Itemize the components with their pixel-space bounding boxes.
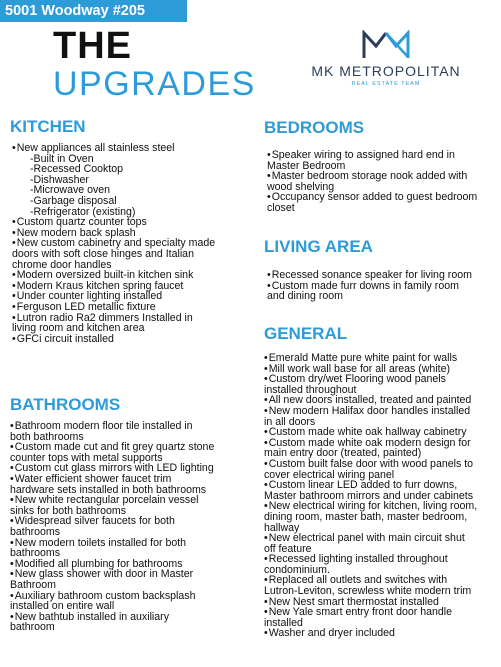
list-item: counter tops with metal supports (10, 451, 163, 464)
list-item: both bathrooms (10, 430, 84, 443)
general-list (264, 353, 501, 639)
bedrooms-heading: BEDROOMS (264, 118, 365, 137)
list-item: installed on entire wall (10, 600, 115, 613)
list-item: • New appliances all stainless steel (12, 143, 257, 154)
list-item: • Custom cut glass mirrors with LED lighting (10, 463, 255, 474)
list-item: • New white rectangular porcelain vessel (10, 495, 255, 506)
list-item: Master bathroom mirrors and under cabinets (264, 489, 474, 502)
page-title-the: THE (53, 25, 132, 67)
list-item: • New modern toilets installed for both (10, 538, 255, 549)
list-item: bathrooms (10, 547, 61, 560)
list-item: • New glass shower with door in Master (10, 569, 255, 580)
list-item: - Dishwasher (12, 175, 257, 186)
list-item: - Refrigerator (existing) (12, 207, 257, 218)
list-item: condominium. (264, 563, 330, 576)
list-item: cover electrical wiring panel (264, 468, 395, 481)
list-item: • GFCi circuit installed (12, 334, 257, 345)
list-item: • All new doors installed, treated and painted (264, 395, 501, 406)
list-item: • Modified all plumbing for bathrooms (10, 559, 255, 570)
list-item: hallway (264, 521, 300, 534)
living-area-heading: LIVING AREA (264, 237, 373, 256)
living-area-list (267, 270, 501, 302)
list-item: Lutron-Leviton, screwless white modern trim (264, 585, 472, 598)
list-item: installed throughout (264, 383, 357, 396)
mk-monogram-icon (362, 30, 410, 60)
bathrooms-list (10, 421, 255, 633)
list-item: • Recessed sonance speaker for living room (267, 270, 501, 281)
list-item: installed (264, 616, 303, 629)
bathrooms-heading: BATHROOMS (10, 395, 121, 414)
list-item: • Lutron radio Ra2 dimmers Installed in (12, 313, 257, 324)
brand-name: MK METROPOLITAN (311, 63, 461, 79)
list-item: and dining room (267, 290, 343, 303)
list-item: • Washer and dryer included (264, 628, 501, 639)
list-item: • Custom quartz counter tops (12, 217, 257, 228)
address-badge: 5001 Woodway #205 (0, 0, 187, 22)
list-item: • Master bedroom storage nook added with (267, 171, 501, 182)
list-item: • Custom made white oak hallway cabinetry (264, 427, 501, 438)
list-item: hardware sets installed in both bathrooms (10, 483, 207, 496)
list-item: bathroom (10, 621, 55, 634)
list-item: living room and kitchen area (12, 322, 145, 335)
list-item: • Modern oversized built-in kitchen sink (12, 270, 257, 281)
list-item: • Custom made furr downs in family room (267, 281, 501, 292)
list-item: • Ferguson LED metallic fixture (12, 302, 257, 313)
list-item: • Occupancy sensor added to guest bedroom (267, 192, 501, 203)
list-item: chrome door handles (12, 258, 112, 271)
list-item: • Emerald Matte pure white paint for walls (264, 353, 501, 364)
list-item: wood shelving (267, 180, 335, 193)
bedrooms-list (267, 150, 501, 214)
list-item: doors with soft close hinges and Italian (12, 247, 194, 260)
list-item: • Modern Kraus kitchen spring faucet (12, 281, 257, 292)
list-item: Master Bedroom (267, 159, 346, 172)
list-item: • Replaced all outlets and switches with (264, 575, 501, 586)
general-heading: GENERAL (264, 324, 348, 343)
list-item: - Recessed Cooktop (12, 164, 257, 175)
list-item: • New Nest smart thermostat installed (264, 597, 501, 608)
list-item: • Bathroom modern floor tile installed in (10, 421, 255, 432)
list-item: dining room, master bath, master bedroom, (264, 510, 468, 523)
page-title-upgrades: UPGRADES (53, 65, 256, 103)
list-item: • New bathtub installed in auxiliary (10, 612, 255, 623)
list-item: • Custom made cut and fit grey quartz stone (10, 442, 255, 453)
list-item: • Auxiliary bathroom custom backsplash (10, 591, 255, 602)
list-item: • Custom made white oak modern design for (264, 438, 501, 449)
list-item: sinks for both bathrooms (10, 504, 126, 517)
list-item: • New custom cabinetry and specialty made (12, 238, 257, 249)
kitchen-list (12, 143, 257, 344)
list-item: - Microwave oven (12, 185, 257, 196)
list-item: • Under counter lighting installed (12, 291, 257, 302)
list-item: • Widespread silver faucets for both (10, 516, 255, 527)
list-item: • New modern Halifax door handles installed (264, 406, 501, 417)
list-item: in all doors (264, 415, 316, 428)
list-item: • Speaker wiring to assigned hard end in (267, 150, 501, 161)
list-item: off feature (264, 542, 312, 555)
list-item: • Custom built false door with wood panels to (264, 459, 501, 470)
list-item: main entry door (treated, painted) (264, 447, 422, 460)
brand-tagline: REAL ESTATE TEAM (351, 81, 421, 87)
list-item: • New electrical wiring for kitchen, living room, (264, 501, 501, 512)
list-item: • Custom dry/wet Flooring wood panels (264, 374, 501, 385)
list-item: - Garbage disposal (12, 196, 257, 207)
list-item: closet (267, 201, 295, 214)
list-item: • New Yale smart entry front door handle (264, 607, 501, 618)
list-item: • Water efficient shower faucet trim (10, 474, 255, 485)
list-item: • Custom linear LED added to furr downs, (264, 480, 501, 491)
list-item: bathrooms (10, 525, 61, 538)
list-item: • Mill work wall base for all areas (white) (264, 364, 501, 375)
list-item: Bathroom (10, 578, 56, 591)
list-item: - Built in Oven (12, 154, 257, 165)
list-item: • Recessed lighting installed throughout (264, 554, 501, 565)
list-item: • New modern back splash (12, 228, 257, 239)
kitchen-heading: KITCHEN (10, 117, 86, 136)
list-item: • New electrical panel with main circuit shut (264, 533, 501, 544)
